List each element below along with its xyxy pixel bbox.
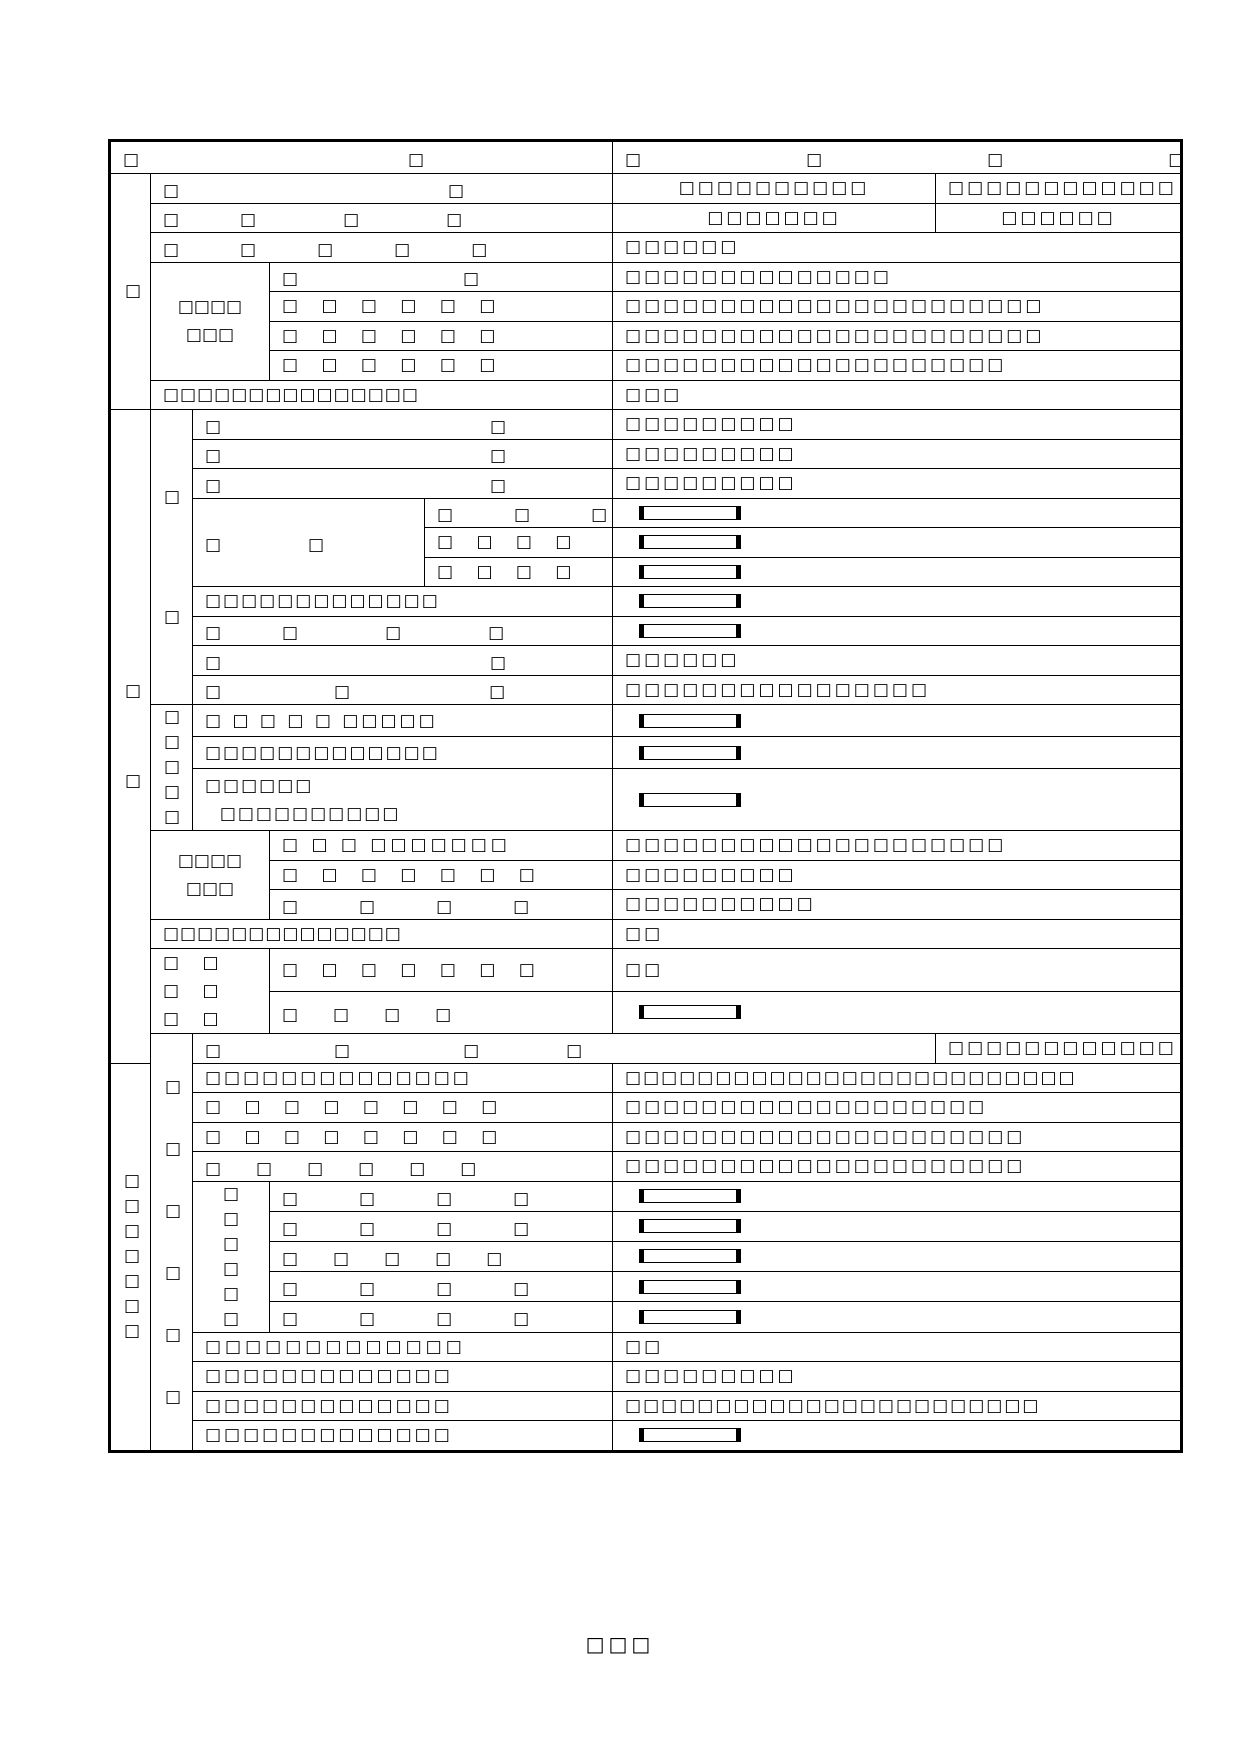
row-label: □ □ □ □ □ — [270, 1241, 613, 1271]
category-cell-2: □ □ — [110, 410, 151, 1064]
document-page — [108, 139, 1194, 1453]
row-label: □ □ — [193, 646, 613, 676]
subcategory-cell: □□□□□ — [151, 705, 193, 831]
row-label: □□□□□□□□□□□□□ — [193, 1391, 613, 1421]
row-label: □ □ □ □ — [193, 616, 613, 646]
row-value: □□□□□□□□□□□□□□□□□□□□□□□□□ — [613, 1063, 1182, 1093]
row-label: □ □ □ □ □ □ □ □ — [193, 1093, 613, 1123]
row-value: □□□□□□□□□ — [613, 469, 1182, 499]
group-label: □□□□ □□□ — [151, 262, 270, 380]
table-row — [110, 646, 1182, 676]
row-value: □□□ — [613, 380, 1182, 410]
row-label: □ □ — [193, 469, 613, 499]
redaction-bar — [639, 1005, 741, 1019]
table-row — [110, 233, 1182, 263]
row-label: □ □ □ □ — [270, 1272, 613, 1302]
row-label: □ □ □ □ — [270, 991, 613, 1034]
row-label: □ □ □ □ — [270, 1302, 613, 1332]
row-value — [613, 528, 1182, 558]
row-label: □ □ □ □ □ □ □ — [270, 949, 613, 992]
row-label: □ □ □ — [193, 675, 613, 705]
subcategory-cell: □□□□□□ — [193, 1181, 270, 1332]
row-value — [613, 1181, 1182, 1211]
table-row — [110, 1272, 1182, 1302]
row-label: □ □ □ □ — [425, 557, 613, 587]
row-value — [613, 705, 1182, 737]
row-value: □□□□□□□□□□□□□□□□□□□□□□ — [613, 321, 1182, 351]
row-label: □□□□□□□□□□□□□□ — [193, 1063, 613, 1093]
row-label: □ □ □ □ □ □ □ □ — [193, 1122, 613, 1152]
row-value — [613, 991, 1182, 1034]
table-row — [110, 469, 1182, 499]
redaction-bar — [639, 624, 741, 638]
table-row — [110, 351, 1182, 381]
row-value: □□ — [613, 949, 1182, 992]
row-value — [613, 737, 1182, 769]
row-label: □ □ — [193, 410, 613, 440]
row-label: □ □ □ □ — [193, 1034, 936, 1064]
row-value — [613, 557, 1182, 587]
redaction-bar — [639, 1219, 741, 1233]
header-content-cell: □ □ □ □ — [613, 141, 1182, 174]
row-value: □□□□□□□□□□□□□□□□□□□□□□□ — [613, 1391, 1182, 1421]
table-row — [110, 1093, 1182, 1123]
row-label: □ □ □ □ □ □□□□□ — [193, 705, 613, 737]
row-label: □□□□□□□□□□□□□ — [193, 737, 613, 769]
row-value: □□□□□□ — [613, 646, 1182, 676]
row-value: □□□□□□□□□□□□ — [936, 1034, 1182, 1064]
redaction-bar — [639, 594, 741, 608]
row-label: □□□□□□□□□□□□□ — [193, 1362, 613, 1392]
table-row — [110, 1302, 1182, 1332]
row-value: □□□□□□□□□□□□□□□□□□□□ — [613, 831, 1182, 861]
row-value: □□□□□□□□□□□□□□□□□□□□ — [613, 351, 1182, 381]
row-value — [613, 1421, 1182, 1452]
subcategory-cell: □ □ — [151, 410, 193, 705]
row-value: □□ — [613, 919, 1182, 949]
row-label: □□□□□□ □□□□□□□□□□ — [193, 769, 613, 831]
table-row — [110, 380, 1182, 410]
table-row — [110, 890, 1182, 920]
table-row — [110, 1063, 1182, 1093]
redaction-bar — [639, 793, 741, 807]
row-value: □□□□□□□□□□□□□□□□□□□□□ — [613, 1152, 1182, 1182]
table-row — [110, 498, 1182, 528]
category-cell-1: □ — [110, 174, 151, 410]
row-value — [613, 1272, 1182, 1302]
row-label: □□□□□□□□□□□□□ — [193, 1421, 613, 1452]
group-label: □□□□ □□□ — [151, 831, 270, 920]
redaction-bar — [639, 1310, 741, 1324]
row-label: □ □ □ □ □ — [151, 233, 613, 263]
category-cell-4: □ □ □ □ □ □ — [151, 1034, 193, 1452]
row-value: □□□□□□ — [613, 233, 1182, 263]
row-value — [613, 1211, 1182, 1241]
row-value — [613, 587, 1182, 617]
row-value: □□□□□□□□□□□□ — [936, 174, 1182, 204]
row-value — [613, 1241, 1182, 1271]
row-value: □□□□□□□□□ — [613, 1362, 1182, 1392]
row-label: □ □ □ □ □ □ — [193, 1152, 613, 1182]
table-row — [110, 262, 1182, 292]
row-label: □ □ □ □ □ □ □ — [270, 860, 613, 890]
table-row — [110, 1362, 1182, 1392]
row-value: □□□□□□□□□ — [613, 860, 1182, 890]
row-value: □□□□□□□□□□□□□□□□ — [613, 675, 1182, 705]
row-label: □□□□□□□□□□□□□□□ — [151, 380, 613, 410]
table-row — [110, 1421, 1182, 1452]
row-label: □ □ — [270, 262, 613, 292]
header-item-cell: □ □ — [110, 141, 613, 174]
redaction-bar — [639, 535, 741, 549]
redaction-bar — [639, 1280, 741, 1294]
row-value: □□□□□□□ — [613, 203, 936, 233]
redaction-bar — [639, 506, 741, 520]
row-label: □ □ □ □ □ □ — [270, 321, 613, 351]
row-value — [613, 616, 1182, 646]
table-row — [110, 675, 1182, 705]
table-row — [110, 1241, 1182, 1271]
table-row — [110, 587, 1182, 617]
row-value: □□□□□□□□□□□□□□□□□□□ — [613, 1093, 1182, 1123]
row-label: □ □ □ □ □ □ — [270, 292, 613, 322]
row-value: □□□□□□□□□□□□□□ — [613, 262, 1182, 292]
row-label: □□□□□□□□□□□□□ — [193, 1332, 613, 1362]
row-value: □□□□□□ — [936, 203, 1182, 233]
table-row — [110, 860, 1182, 890]
table-row — [110, 769, 1182, 831]
row-value: □□□□□□□□□ — [613, 439, 1182, 469]
row-value: □□□□□□□□□□ — [613, 890, 1182, 920]
row-label: □ □ □ □ — [270, 1211, 613, 1241]
table-row — [110, 410, 1182, 440]
row-value — [613, 498, 1182, 528]
table-row — [110, 321, 1182, 351]
row-label: □ □ □ — [425, 498, 613, 528]
table-row — [110, 203, 1182, 233]
table-row — [110, 616, 1182, 646]
group-label: □ □ □ □ □ □ — [151, 949, 270, 1034]
row-label: □ □ — [151, 174, 613, 204]
row-label: □ □ □ □ □ □ — [270, 351, 613, 381]
table-row — [110, 1181, 1182, 1211]
group-label: □ □ — [193, 498, 425, 587]
redaction-bar — [639, 565, 741, 579]
table-row — [110, 1152, 1182, 1182]
redaction-bar — [639, 1189, 741, 1203]
row-label: □ □ □ □ — [270, 890, 613, 920]
row-value: □□□□□□□□□□ — [613, 174, 936, 204]
table-row — [110, 991, 1182, 1034]
subcategory-cell: □□□□□□□ — [110, 1063, 151, 1451]
table-row — [110, 1211, 1182, 1241]
row-value — [613, 769, 1182, 831]
page-number: □□□ — [585, 1632, 655, 1656]
redaction-bar — [639, 746, 741, 760]
row-value: □□□□□□□□□ — [613, 410, 1182, 440]
row-value: □□□□□□□□□□□□□□□□□□□□□□ — [613, 292, 1182, 322]
row-label: □□□□□□□□□□□□□ — [193, 587, 613, 617]
table-row — [110, 439, 1182, 469]
row-label: □ □ □ □ — [425, 528, 613, 558]
row-label: □ □ □ □ — [151, 203, 613, 233]
table-row — [110, 1122, 1182, 1152]
row-label: □ □ □ □ — [270, 1181, 613, 1211]
row-value: □□ — [613, 1332, 1182, 1362]
table-row — [110, 737, 1182, 769]
table-row — [110, 174, 1182, 204]
table-row — [110, 1332, 1182, 1362]
table-row — [110, 292, 1182, 322]
table-row — [110, 1034, 1182, 1064]
header-row — [110, 141, 1182, 174]
table-row — [110, 919, 1182, 949]
row-value: □□□□□□□□□□□□□□□□□□□□□ — [613, 1122, 1182, 1152]
table-row — [110, 949, 1182, 992]
row-label: □□□□□□□□□□□□□□ — [151, 919, 613, 949]
redaction-bar — [639, 1428, 741, 1442]
row-label: □ □ □ □□□□□□□ — [270, 831, 613, 861]
redaction-bar — [639, 1249, 741, 1263]
redaction-bar — [639, 714, 741, 728]
row-label: □ □ — [193, 439, 613, 469]
row-value — [613, 1302, 1182, 1332]
table-row — [110, 705, 1182, 737]
specification-table — [108, 139, 1194, 1453]
table-row — [110, 1391, 1182, 1421]
table-row — [110, 831, 1182, 861]
